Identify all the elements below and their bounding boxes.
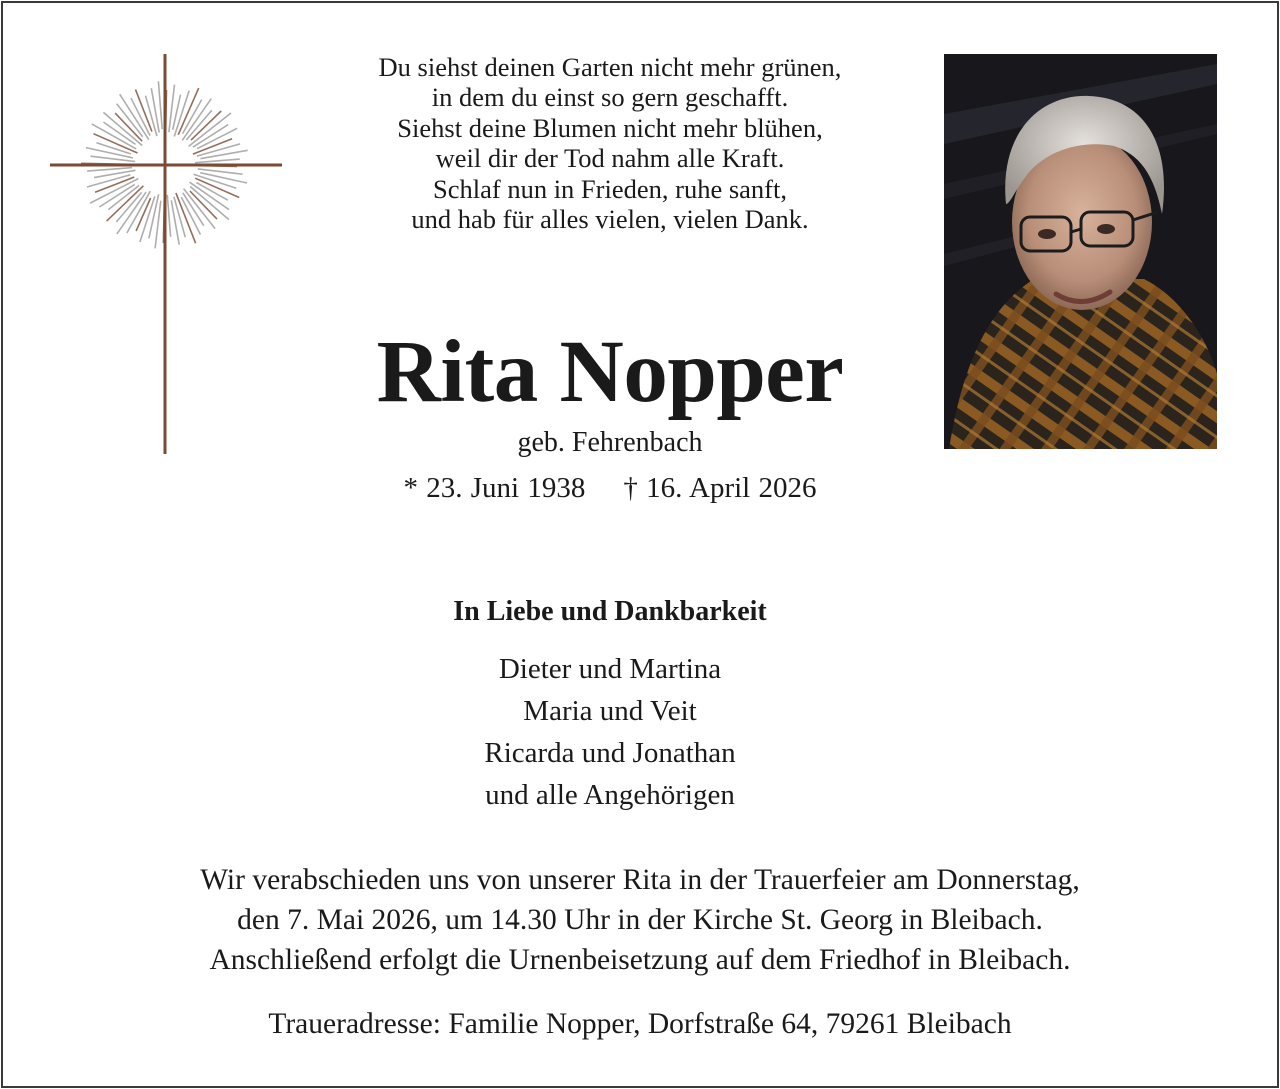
service-line: Anschließend erfolgt die Urnenbeisetzung auf dem Friedhof in Bleibach.: [209, 944, 1071, 976]
poem: [0, 52, 1220, 234]
poem-line: weil dir der Tod nahm alle Kraft.: [435, 143, 785, 174]
service-line: Wir verabschieden uns von unserer Rita in der Trauerfeier am Donnerstag,: [200, 864, 1080, 896]
poem-line: Schlaf nun in Frieden, ruhe sanft,: [433, 173, 787, 204]
mourning-address: Traueradresse: Familie Nopper, Dorfstraße 64, 79261 Bleibach: [268, 1008, 1012, 1040]
birth-date: * 23. Juni 1938: [403, 472, 586, 504]
poem-line: Siehst deine Blumen nicht mehr blühen,: [397, 112, 823, 143]
mourner-name: und alle Angehörigen: [485, 779, 735, 811]
poem-line: Du siehst deinen Garten nicht mehr grünen,: [378, 52, 842, 82]
mourner-name: Dieter und Martina: [498, 653, 722, 685]
mourner-name: Maria und Veit: [523, 695, 697, 727]
mourner-name: Ricarda und Jonathan: [484, 737, 736, 769]
deceased-name: Rita Nopper: [376, 323, 844, 421]
poem-line: und hab für alles vielen, vielen Dank.: [411, 204, 809, 235]
service-line: den 7. Mai 2026, um 14.30 Uhr in der Kirche St. Georg in Bleibach.: [237, 904, 1043, 936]
mourners-heading: In Liebe und Dankbarkeit: [453, 596, 767, 627]
poem-line: in dem du einst so gern geschafft.: [431, 82, 789, 113]
birth-name: geb. Fehrenbach: [517, 427, 703, 458]
service-details: [20, 860, 1260, 980]
death-date: † 16. April 2026: [623, 472, 817, 504]
life-dates: [0, 470, 1220, 506]
mourners-list: [0, 648, 1220, 816]
